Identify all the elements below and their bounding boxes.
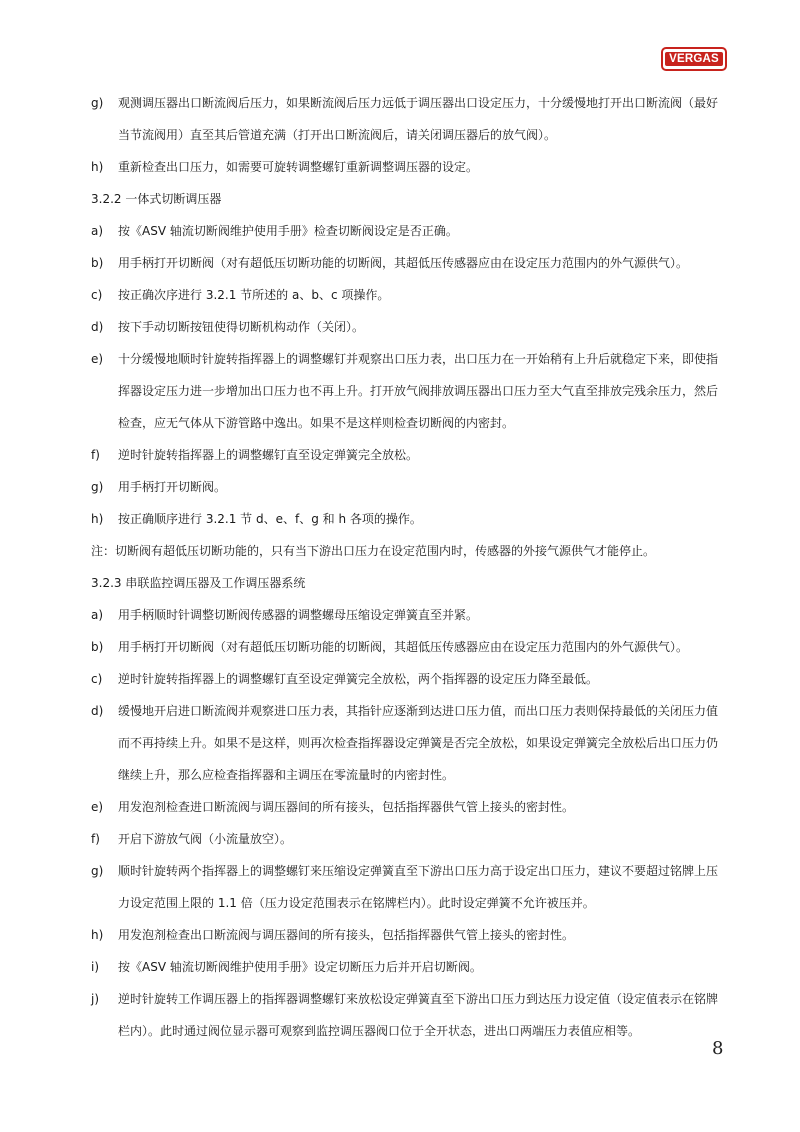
item-text: 顺时针旋转两个指挥器上的调整螺钉来压缩设定弹簧直至下游出口压力高于设定出口压力，建议不要超过铭牌上压 <box>118 864 719 878</box>
item-label: f) <box>91 448 100 462</box>
item-text: 重新检查出口压力，如需要可旋转调整螺钉重新调整调压器的设定。 <box>118 160 479 174</box>
item-text: 用手柄打开切断阀（对有超低压切断功能的切断阀，其超低压传感器应由在设定压力范围内的外气源供气）。 <box>118 256 689 270</box>
item-label: c) <box>91 672 103 686</box>
item-label: h) <box>91 160 104 174</box>
item-text: 按正确次序进行 3.2.1 节所述的 a、b、c 项操作。 <box>118 288 390 302</box>
item-text: 当节流阀用）直至其后管道充满（打开出口断流阀后，请关闭调压器后的放气阀）。 <box>118 128 557 142</box>
item-label: f) <box>91 832 100 846</box>
item-text: 逆时针旋转工作调压器上的指挥器调整螺钉来放松设定弹簧直至下游出口压力到达压力设定值（设定值表示在铭牌 <box>118 992 719 1006</box>
item-text: 检查，应无气体从下游管路中逸出。如果不是这样则检查切断阀的内密封。 <box>118 416 515 430</box>
item-label: a) <box>91 224 104 238</box>
item-text: 观测调压器出口断流阀后压力，如果断流阀后压力远低于调压器出口设定压力，十分缓慢地打开出口断流阀（最好 <box>118 96 719 110</box>
section-title: 3.2.2 一体式切断调压器 <box>91 192 222 206</box>
item-text: 继续上升，那么应检查指挥器和主调压在零流量时的内密封性。 <box>118 768 455 782</box>
item-label: a) <box>91 608 104 622</box>
item-label: b) <box>91 256 104 270</box>
item-label: i) <box>91 960 100 974</box>
item-text: 缓慢地开启进口断流阀并观察进口压力表，其指针应逐渐到达进口压力值，而出口压力表则保持最低的关闭压力值 <box>118 704 719 718</box>
logo-text: VERGAS <box>665 52 723 66</box>
item-text: 用手柄打开切断阀。 <box>118 480 227 494</box>
item-text: 按《ASV 轴流切断阀维护使用手册》检查切断阀设定是否正确。 <box>118 224 458 238</box>
item-label: j) <box>91 992 100 1006</box>
item-label: h) <box>91 928 104 942</box>
item-text: 十分缓慢地顺时针旋转指挥器上的调整螺钉并观察出口压力表，出口压力在一开始稍有上升后就稳定下来，即使指 <box>118 352 719 366</box>
section-title: 3.2.3 串联监控调压器及工作调压器系统 <box>91 576 306 590</box>
item-text: 按下手动切断按钮使得切断机构动作（关闭）。 <box>118 320 365 334</box>
page-number: 8 <box>712 1038 724 1059</box>
item-label: g) <box>91 480 104 494</box>
item-label: h) <box>91 512 104 526</box>
item-label: g) <box>91 864 104 878</box>
item-text: 逆时针旋转指挥器上的调整螺钉直至设定弹簧完全放松。 <box>118 448 419 462</box>
item-text: 开启下游放气阀（小流量放空）。 <box>118 832 293 846</box>
vergas-logo <box>661 47 727 71</box>
item-text: 按《ASV 轴流切断阀维护使用手册》设定切断压力后并开启切断阀。 <box>118 960 482 974</box>
item-text: 用发泡剂检查进口断流阀与调压器间的所有接头，包括指挥器供气管上接头的密封性。 <box>118 800 575 814</box>
item-label: e) <box>91 352 104 366</box>
item-text: 而不再持续上升。如果不是这样，则再次检查指挥器设定弹簧是否完全放松，如果设定弹簧完全放松后出口压力仍 <box>118 736 719 750</box>
item-label: g) <box>91 96 104 110</box>
item-text: 按正确顺序进行 3.2.1 节 d、e、f、g 和 h 各项的操作。 <box>118 512 422 526</box>
item-label: b) <box>91 640 104 654</box>
item-text: 用手柄顺时针调整切断阀传感器的调整螺母压缩设定弹簧直至并紧。 <box>118 608 479 622</box>
item-label: c) <box>91 288 103 302</box>
item-text: 用手柄打开切断阀（对有超低压切断功能的切断阀，其超低压传感器应由在设定压力范围内的外气源供气）。 <box>118 640 689 654</box>
item-label: d) <box>91 704 104 718</box>
item-text: 挥器设定压力进一步增加出口压力也不再上升。打开放气阀排放调压器出口压力至大气直至排放完残余压力，然后 <box>118 384 719 398</box>
item-text: 用发泡剂检查出口断流阀与调压器间的所有接头，包括指挥器供气管上接头的密封性。 <box>118 928 575 942</box>
item-label: d) <box>91 320 104 334</box>
item-text: 力设定范围上限的 1.1 倍（压力设定范围表示在铭牌栏内）。此时设定弹簧不允许被压并。 <box>118 896 595 910</box>
item-text: 逆时针旋转指挥器上的调整螺钉直至设定弹簧完全放松，两个指挥器的设定压力降至最低。 <box>118 672 599 686</box>
item-text: 栏内）。此时通过阀位显示器可观察到监控调压器阀口位于全开状态，进出口两端压力表值应相等。 <box>118 1024 641 1038</box>
item-label: e) <box>91 800 104 814</box>
note-text: 注：切断阀有超低压切断功能的，只有当下游出口压力在设定范围内时，传感器的外接气源供气才能停止。 <box>91 544 656 558</box>
